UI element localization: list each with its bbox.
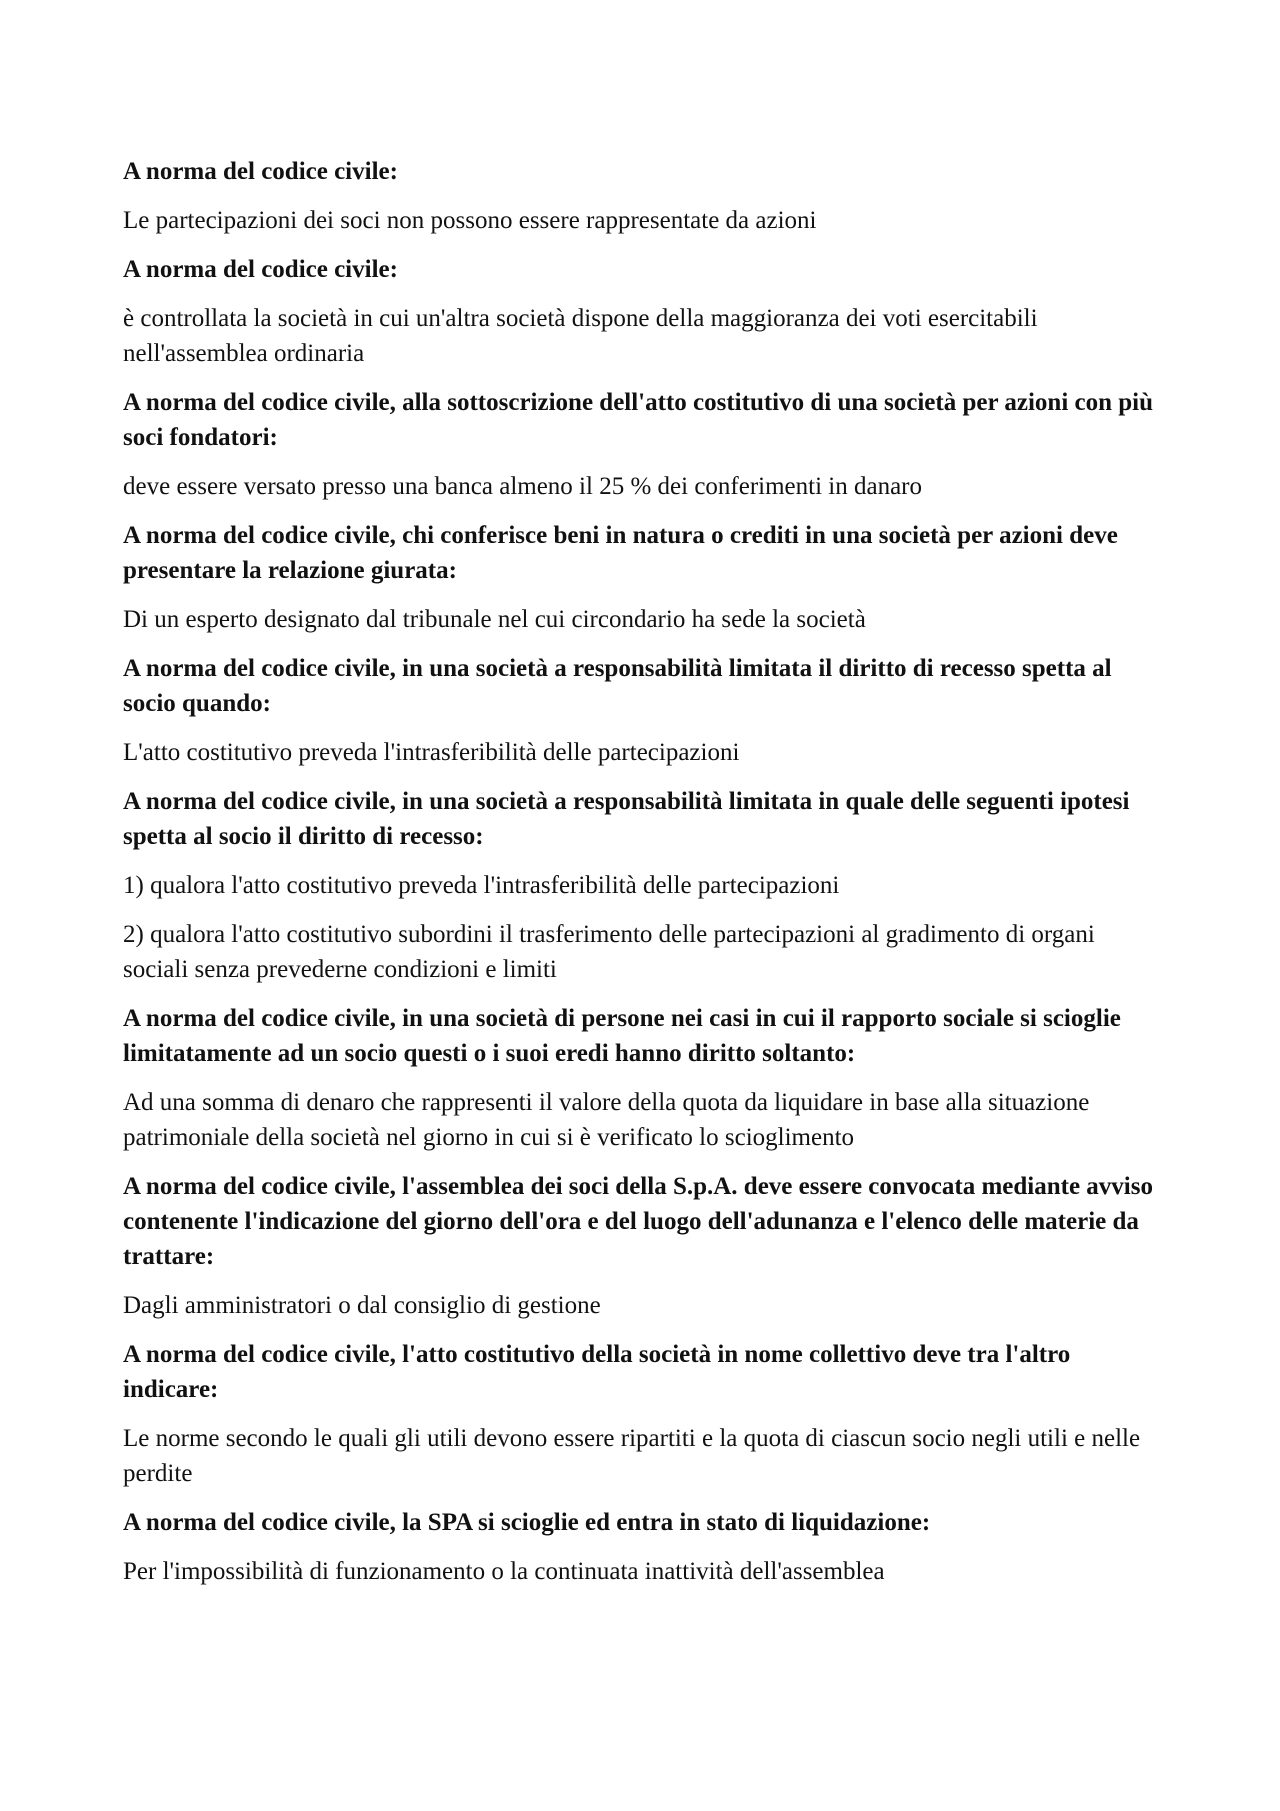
question-text: A norma del codice civile, alla sottoscrizione dell'atto costitutivo di una società per azioni con più soci fondatori: <box>123 389 1154 451</box>
answer-text: Ad una somma di denaro che rappresenti il valore della quota da liquidare in base alla situazione patrimoniale della società nel giorno in cui si è verificato lo scioglimento <box>123 1089 1090 1151</box>
answer-text: L'atto costitutivo preveda l'intrasferibilità delle partecipazioni <box>123 739 740 766</box>
question-text: A norma del codice civile, in una società a responsabilità limitata il diritto di recesso spetta al socio quando: <box>123 655 1112 717</box>
question-text: A norma del codice civile, in una società a responsabilità limitata in quale delle seguenti ipotesi spetta al socio il diritto di recesso: <box>123 788 1130 850</box>
question-text: A norma del codice civile: <box>123 256 398 283</box>
question-text: A norma del codice civile, la SPA si scioglie ed entra in stato di liquidazione: <box>123 1509 931 1536</box>
question-text: A norma del codice civile, l'atto costitutivo della società in nome collettivo deve tra l'altro indicare: <box>123 1341 1071 1403</box>
answer-text: Le norme secondo le quali gli utili devono essere ripartiti e la quota di ciascun socio negli utili e nelle perdite <box>123 1425 1141 1487</box>
answer-text: deve essere versato presso una banca almeno il 25 % dei conferimenti in danaro <box>123 473 922 500</box>
question-text: A norma del codice civile: <box>123 158 398 185</box>
answer-text: è controllata la società in cui un'altra società dispone della maggioranza dei voti esercitabili nell'assemblea ordinaria <box>123 305 1038 367</box>
answer-text: Di un esperto designato dal tribunale nel cui circondario ha sede la società <box>123 606 866 633</box>
document-page <box>123 154 1163 1603</box>
question-text: A norma del codice civile, in una società di persone nei casi in cui il rapporto sociale si scioglie limitatamente ad un socio questi o i suoi eredi hanno diritto soltanto: <box>123 1005 1121 1067</box>
answer-text: Dagli amministratori o dal consiglio di gestione <box>123 1292 601 1319</box>
answer-text: Per l'impossibilità di funzionamento o la continuata inattività dell'assemblea <box>123 1558 885 1585</box>
answer-text: 2) qualora l'atto costitutivo subordini il trasferimento delle partecipazioni al gradimento di organi sociali senza prevederne condizioni e limiti <box>123 921 1095 983</box>
question-text: A norma del codice civile, chi conferisce beni in natura o crediti in una società per azioni deve presentare la relazione giurata: <box>123 522 1118 584</box>
answer-text: 1) qualora l'atto costitutivo preveda l'intrasferibilità delle partecipazioni <box>123 872 840 899</box>
question-text: A norma del codice civile, l'assemblea dei soci della S.p.A. deve essere convocata mediante avviso contenente l'indicazione del giorno dell'ora e del luogo dell'adunanza e l'elenco delle materie da trattare: <box>123 1173 1153 1270</box>
answer-text: Le partecipazioni dei soci non possono essere rappresentate da azioni <box>123 207 817 234</box>
